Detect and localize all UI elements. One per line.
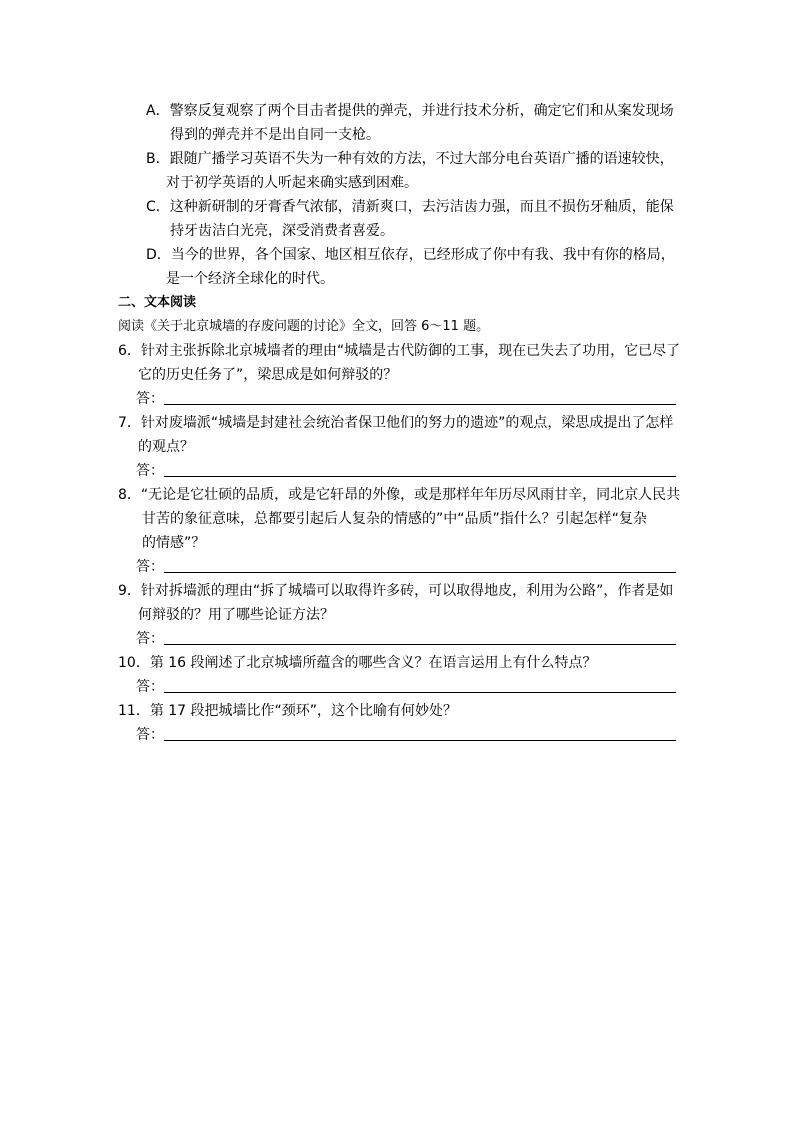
answer-label: 答：: [136, 463, 164, 479]
question-8-line2: 甘苦的象征意味，总都要引起后人复杂的情感的”中“品质”指什么？引起怎样“复杂: [142, 511, 648, 527]
question-7-line2: 的观点？: [138, 439, 194, 455]
answer-line: [164, 740, 676, 741]
answer-label: 答：: [136, 391, 164, 407]
answer-6[interactable]: [136, 389, 164, 409]
answer-line: [164, 572, 676, 573]
question-8-line3: 的情感”？: [142, 535, 206, 551]
question-8-line1: 8．“无论是它壮硕的品质，或是它轩昂的外像，或是那样年年历尽风雨甘辛，同北京人民共: [118, 487, 681, 503]
answer-9[interactable]: [136, 629, 164, 649]
answer-line: [164, 404, 676, 405]
question-7-line1: 7．针对废墙派“城墙是封建社会统治者保卫他们的努力的遗迹”的观点，梁思成提出了怎样: [118, 415, 674, 431]
answer-label: 答：: [136, 631, 164, 647]
answer-label: 答：: [136, 727, 164, 743]
option-a-line1: A．警察反复观察了两个目击者提供的弹壳，并进行技术分析，确定它们和从案发现场: [146, 103, 674, 119]
question-9-line2: 何辩驳的？用了哪些论证方法？: [138, 607, 334, 623]
question-6-line1: 6．针对主张拆除北京城墙者的理由“城墙是古代防御的工事，现在已失去了功用，它已尽了: [118, 343, 681, 359]
question-10-line1: 10．第 16 段阐述了北京城墙所蕴含的哪些含义？在语言运用上有什么特点？: [118, 655, 597, 671]
answer-line: [164, 644, 676, 645]
answer-label: 答：: [136, 559, 164, 575]
answer-line: [164, 476, 676, 477]
question-6-line2: 它的历史任务了”，梁思成是如何辩驳的？: [138, 367, 398, 383]
section-title: 二、文本阅读: [118, 295, 197, 310]
option-a-line2: 得到的弹壳并不是出自同一支枪。: [170, 127, 380, 143]
answer-line: [164, 692, 676, 693]
answer-10[interactable]: [136, 677, 164, 697]
option-b-line2: 对于初学英语的人听起来确实感到困难。: [166, 175, 418, 191]
answer-label: 答：: [136, 679, 164, 695]
question-9-line1: 9．针对拆墙派的理由“拆了城墙可以取得许多砖，可以取得地皮，利用为公路”，作者是如: [118, 583, 674, 599]
option-c-line2: 持牙齿洁白光亮，深受消费者喜爱。: [170, 223, 394, 239]
section-instruction: 阅读《关于北京城墙的存废问题的讨论》全文，回答 6～11 题。: [118, 319, 490, 334]
answer-8[interactable]: [136, 557, 164, 577]
question-11-line1: 11．第 17 段把城墙比作“颈环”，这个比喻有何妙处？: [118, 703, 458, 719]
option-d-line2: 是一个经济全球化的时代。: [166, 271, 334, 287]
option-d-line1: D．当今的世界，各个国家、地区相互依存，已经形成了你中有我、我中有你的格局，: [146, 247, 675, 263]
option-c-line1: C．这种新研制的牙膏香气浓郁，清新爽口，去污洁齿力强，而且不损伤牙釉质，能保: [146, 199, 674, 215]
answer-7[interactable]: [136, 461, 164, 481]
answer-11[interactable]: [136, 725, 164, 745]
option-b-line1: B．跟随广播学习英语不失为一种有效的方法，不过大部分电台英语广播的语速较快，: [146, 151, 674, 167]
